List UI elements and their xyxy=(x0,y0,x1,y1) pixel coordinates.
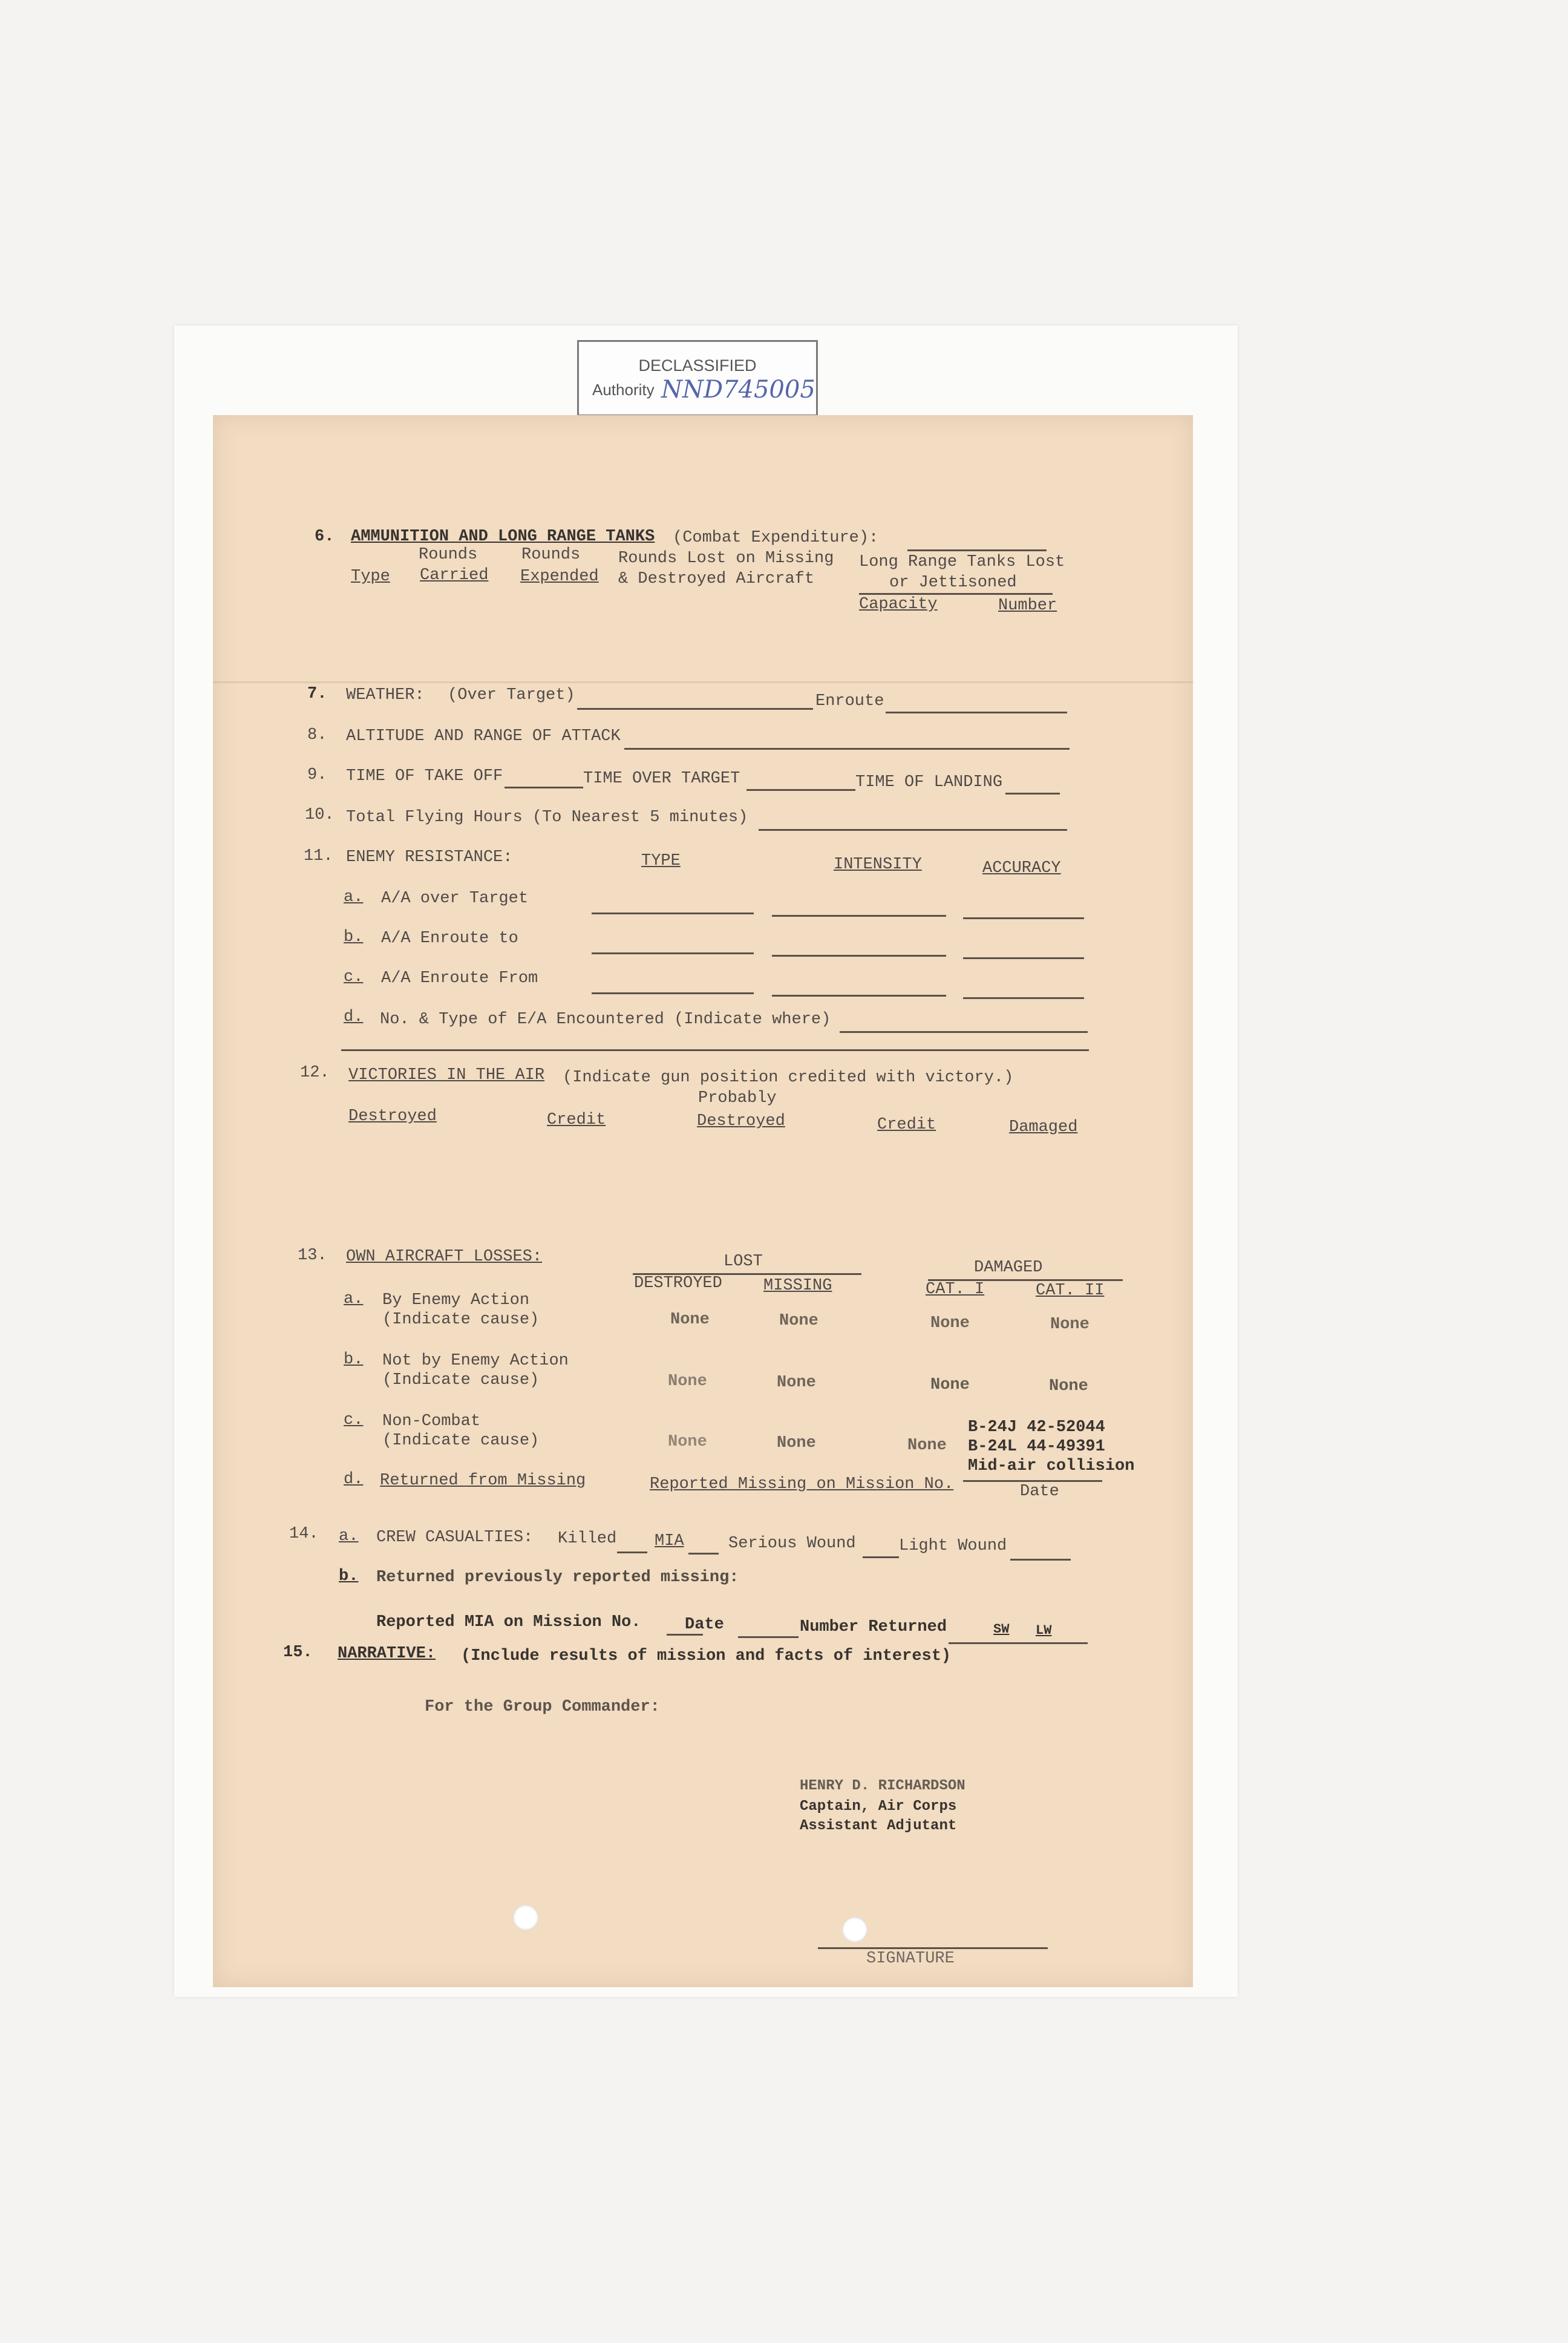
s7-number: 7. xyxy=(307,685,327,703)
s13-b: b. xyxy=(344,1351,364,1369)
s12-number: 12. xyxy=(300,1064,330,1082)
s10-line xyxy=(759,829,1067,831)
s14-killed: Killed xyxy=(558,1530,617,1548)
s13-c-aircraft2: B-24L 44-49391 xyxy=(968,1438,1105,1456)
s13-damaged: DAMAGED xyxy=(974,1259,1043,1277)
s11-d: d. xyxy=(344,1008,364,1026)
s14-mia-line xyxy=(688,1553,719,1555)
s7-label: WEATHER: xyxy=(346,686,425,704)
s11-d-line xyxy=(840,1031,1088,1033)
s8-number: 8. xyxy=(307,726,327,744)
s14-number: 14. xyxy=(289,1525,319,1543)
s8-line xyxy=(624,748,1070,750)
s13-a-text: By Enemy Action xyxy=(382,1291,530,1309)
s14-light: Light Wound xyxy=(899,1537,1007,1555)
closing-name: HENRY D. RICHARDSON xyxy=(800,1778,965,1794)
s7-over-line xyxy=(577,708,813,710)
s11-number: 11. xyxy=(304,847,333,865)
s6-carried: Carried xyxy=(420,566,489,585)
s10-label: Total Flying Hours (To Nearest 5 minutes) xyxy=(346,808,748,827)
s14-mia: MIA xyxy=(655,1532,684,1550)
s13-d-text: Returned from Missing xyxy=(380,1472,586,1490)
s7-enroute-line xyxy=(886,712,1067,713)
s14-casualties: CREW CASUALTIES: xyxy=(376,1529,534,1547)
s11-col-type: TYPE xyxy=(641,852,681,870)
s15-note: (Include results of mission and facts of interest) xyxy=(461,1647,952,1665)
s12-probably: Probably xyxy=(698,1089,777,1107)
s14-light-line xyxy=(1010,1559,1071,1561)
stamp-authority-label: Authority xyxy=(592,381,655,399)
s11-c-type-line xyxy=(592,992,754,994)
s7-enroute: Enroute xyxy=(815,692,884,710)
s13-d-date-line xyxy=(963,1480,1102,1482)
s14-serious: Serious Wound xyxy=(728,1535,856,1553)
s11-c: c. xyxy=(344,968,364,986)
s9-number: 9. xyxy=(307,766,327,784)
s13-d-date: Date xyxy=(1020,1483,1059,1501)
s13-b-destroyed: None xyxy=(668,1372,707,1391)
signature-label: SIGNATURE xyxy=(866,1950,955,1968)
s14-mark-lw: LW xyxy=(1036,1623,1052,1638)
s14-serious-line xyxy=(863,1556,899,1558)
punch-hole-right xyxy=(842,1917,867,1942)
s13-b-sub: (Indicate cause) xyxy=(382,1371,540,1389)
s6-destroyed: & Destroyed Aircraft xyxy=(618,570,815,588)
s12-damaged: Damaged xyxy=(1009,1118,1078,1136)
s13-c-cause: Mid-air collision xyxy=(968,1457,1135,1475)
form-page xyxy=(213,415,1193,1987)
s11-col-intensity: INTENSITY xyxy=(834,856,922,874)
s6-rounds1: Rounds xyxy=(419,546,478,564)
s13-cat2: CAT. II xyxy=(1036,1282,1105,1300)
s15-number: 15. xyxy=(283,1643,313,1662)
closing-title: Assistant Adjutant xyxy=(800,1818,957,1834)
s9-takeoff-line xyxy=(505,787,583,788)
s14-returned-line xyxy=(949,1642,1088,1644)
s6-type: Type xyxy=(351,568,390,586)
s13-a-cat1: None xyxy=(930,1314,970,1332)
s11-b-type-line xyxy=(592,952,754,954)
s13-d: d. xyxy=(344,1470,364,1489)
s13-a-cat2: None xyxy=(1050,1316,1089,1334)
s11-a-text: A/A over Target xyxy=(381,890,529,908)
s11-b-accuracy-line xyxy=(963,957,1084,959)
s6-title: AMMUNITION AND LONG RANGE TANKS xyxy=(351,528,655,546)
closing-for: For the Group Commander: xyxy=(425,1698,660,1716)
s6-number: 6. xyxy=(315,528,335,546)
s12-credit2: Credit xyxy=(877,1116,936,1134)
punch-hole-left xyxy=(513,1905,538,1930)
s11-label: ENEMY RESISTANCE: xyxy=(346,848,513,867)
s14-returned: Number Returned xyxy=(800,1618,947,1636)
s13-missing: MISSING xyxy=(763,1277,832,1295)
s10-number: 10. xyxy=(305,806,335,824)
s14-date-line xyxy=(738,1636,799,1638)
s6-note: (Combat Expenditure): xyxy=(673,529,879,547)
s12-note: (Indicate gun position credited with victory.) xyxy=(563,1069,1014,1087)
s7-over: (Over Target) xyxy=(448,686,575,704)
s11-b: b. xyxy=(344,928,364,946)
s9-takeoff: TIME OF TAKE OFF xyxy=(346,767,503,785)
s13-b-cat1: None xyxy=(930,1376,970,1394)
s14-date: Date xyxy=(685,1616,724,1634)
s13-b-missing: None xyxy=(777,1374,816,1392)
s11-b-intensity-line xyxy=(772,955,946,957)
s13-a-sub: (Indicate cause) xyxy=(382,1311,540,1329)
s13-lost: LOST xyxy=(724,1253,763,1271)
s12-destroyed: Destroyed xyxy=(348,1107,437,1126)
s9-over: TIME OVER TARGET xyxy=(583,770,740,788)
s6-rounds2: Rounds xyxy=(521,546,581,564)
s14-mark-sw: SW xyxy=(993,1622,1010,1637)
s11-c-intensity-line xyxy=(772,995,946,997)
s6-tanks2: or Jettisoned xyxy=(889,574,1017,592)
s11-b-text: A/A Enroute to xyxy=(381,929,518,948)
s13-b-cat2: None xyxy=(1049,1377,1088,1395)
s12-credit1: Credit xyxy=(547,1111,606,1129)
s11-a: a. xyxy=(344,888,364,906)
s11-d-text: No. & Type of E/A Encountered (Indicate where) xyxy=(380,1011,831,1029)
stamp-authority-value: NND745005 xyxy=(661,376,815,404)
s9-landing-line xyxy=(1005,793,1060,795)
closing-rank: Captain, Air Corps xyxy=(800,1798,957,1815)
s14-reported: Reported MIA on Mission No. xyxy=(376,1613,641,1631)
s6-line xyxy=(907,549,1047,551)
s13-c-destroyed: None xyxy=(668,1433,707,1451)
s14-killed-line xyxy=(617,1552,647,1553)
s8-label: ALTITUDE AND RANGE OF ATTACK xyxy=(346,727,621,746)
s13-number: 13. xyxy=(298,1247,327,1265)
s13-b-text: Not by Enemy Action xyxy=(382,1352,569,1370)
s13-c-missing: None xyxy=(777,1434,816,1452)
s6-tanks-line xyxy=(859,593,1053,595)
s6-lost: Rounds Lost on Missing xyxy=(618,549,834,568)
s11-a-type-line xyxy=(592,913,754,914)
s6-number-col: Number xyxy=(998,597,1057,615)
s13-a-missing: None xyxy=(779,1312,818,1330)
s11-d-line2 xyxy=(341,1049,1089,1051)
s14-b-text: Returned previously reported missing: xyxy=(376,1568,739,1587)
stamp-title: DECLASSIFIED xyxy=(638,356,757,375)
s13-c-sub: (Indicate cause) xyxy=(382,1432,540,1450)
s11-col-accuracy: ACCURACY xyxy=(982,859,1061,877)
s13-a: a. xyxy=(344,1290,364,1308)
s6-capacity: Capacity xyxy=(859,595,938,614)
s13-c: c. xyxy=(344,1411,364,1429)
s13-cat1: CAT. I xyxy=(926,1280,985,1299)
s12-prob-destroyed: Destroyed xyxy=(697,1112,785,1130)
s9-over-line xyxy=(746,789,855,791)
s13-c-cat1: None xyxy=(907,1437,947,1455)
s6-tanks: Long Range Tanks Lost xyxy=(859,553,1065,571)
s13-d-reported: Reported Missing on Mission No. xyxy=(650,1475,954,1493)
s12-title: VICTORIES IN THE AIR xyxy=(348,1066,545,1084)
s13-c-text: Non-Combat xyxy=(382,1412,481,1430)
signature-line xyxy=(818,1947,1048,1949)
s14-b: b. xyxy=(339,1567,359,1585)
declassified-stamp xyxy=(577,340,818,416)
s13-title: OWN AIRCRAFT LOSSES: xyxy=(346,1248,543,1266)
s13-destroyed: DESTROYED xyxy=(634,1274,722,1293)
s13-c-aircraft1: B-24J 42-52044 xyxy=(968,1418,1105,1437)
s15-label: NARRATIVE: xyxy=(338,1645,436,1663)
s9-landing: TIME OF LANDING xyxy=(855,773,1003,791)
s11-a-accuracy-line xyxy=(963,917,1084,919)
s13-a-destroyed: None xyxy=(670,1311,710,1329)
s11-a-intensity-line xyxy=(772,915,946,917)
s6-expended: Expended xyxy=(520,568,599,586)
s14-reported-line xyxy=(667,1634,703,1636)
s14-a: a. xyxy=(339,1527,359,1545)
paper-fold xyxy=(213,681,1193,683)
s11-c-text: A/A Enroute From xyxy=(381,969,538,988)
s11-c-accuracy-line xyxy=(963,997,1084,999)
